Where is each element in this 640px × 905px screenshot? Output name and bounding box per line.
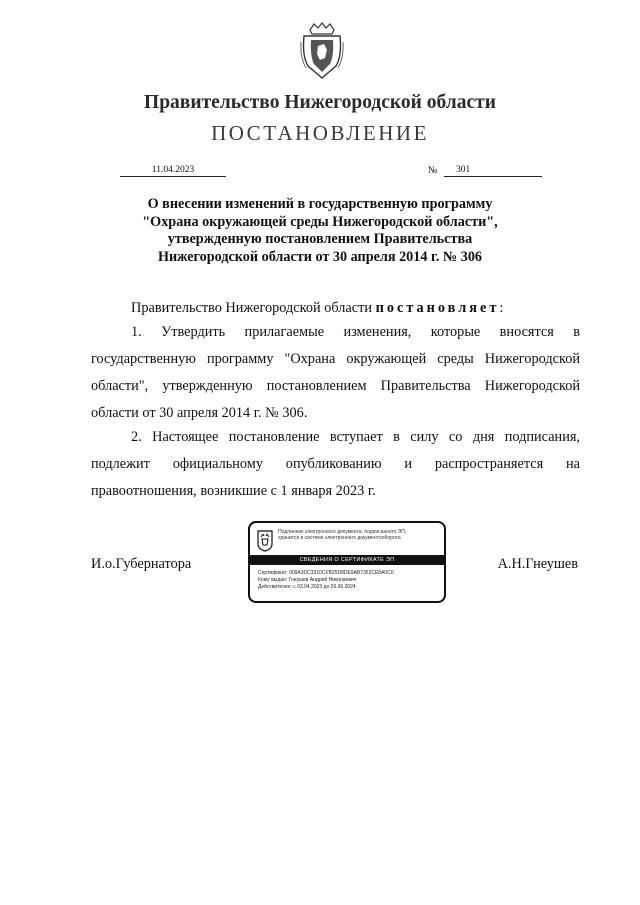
- document-type: ПОСТАНОВЛЕНИЕ: [211, 121, 429, 145]
- subject-line: утвержденную постановлением Правительства: [167, 231, 473, 247]
- signatory-position: И.о.Губернатора: [91, 556, 192, 572]
- subject-line: Нижегородской области от 30 апреля 2014 г. № 306: [157, 248, 483, 265]
- stamp-header-line: Подлинник электронного документа, подписанного ЭП,: [278, 529, 407, 535]
- coat-of-arms-icon: [300, 22, 344, 80]
- certificate-validity: Действителен: с 03.04.2023 до 26.06.2024: [258, 584, 356, 590]
- document-number: 301: [444, 164, 542, 177]
- stamp-title-bar: СВЕДЕНИЯ О СЕРТИФИКАТЕ ЭП: [250, 555, 444, 565]
- document-subject: [0, 196, 640, 266]
- subject-line: "Охрана окружающей среды Нижегородской области",: [142, 213, 498, 230]
- number-label: №: [428, 165, 438, 176]
- document-date: 11.04.2023: [120, 164, 226, 177]
- government-title: Правительство Нижегородской области: [144, 92, 496, 113]
- deer-logo-icon: [257, 530, 273, 552]
- certificate-owner: Кому выдан: Гнеушев Андрей Николаевич: [258, 577, 357, 583]
- electronic-signature-stamp: [248, 521, 446, 603]
- stamp-header-line: хранится в системе электронного документооборота: [278, 535, 401, 542]
- signatory-name: А.Н.Гнеушев: [497, 556, 578, 572]
- decree-verb: постановляет: [375, 300, 500, 316]
- paragraph-item-1: 1. Утвердить прилагаемые изменения, которые вносятся в государственную программу "Охрана окружающей среды Нижегородской области", утвержденную постановлением Правительства Нижегородской области от 30 апреля 2014 г. № 306.: [91, 324, 580, 421]
- intro-paragraph: [91, 295, 580, 322]
- stamp-header: [278, 529, 443, 542]
- subject-line: О внесении изменений в государственную программу: [147, 196, 493, 212]
- paragraph-item-2: 2. Настоящее постановление вступает в силу со дня подписания, подлежит официальному опубликованию и распространяется на правоотношения, возникшие с 1 января 2023 г.: [91, 429, 580, 499]
- certificate-number: Сертификат: 009A3DC3310CFB25D8DE9AB7352CE8A0C0: [258, 570, 394, 576]
- intro-colon: :: [499, 300, 504, 316]
- intro-text: Правительство Нижегородской области: [131, 300, 376, 316]
